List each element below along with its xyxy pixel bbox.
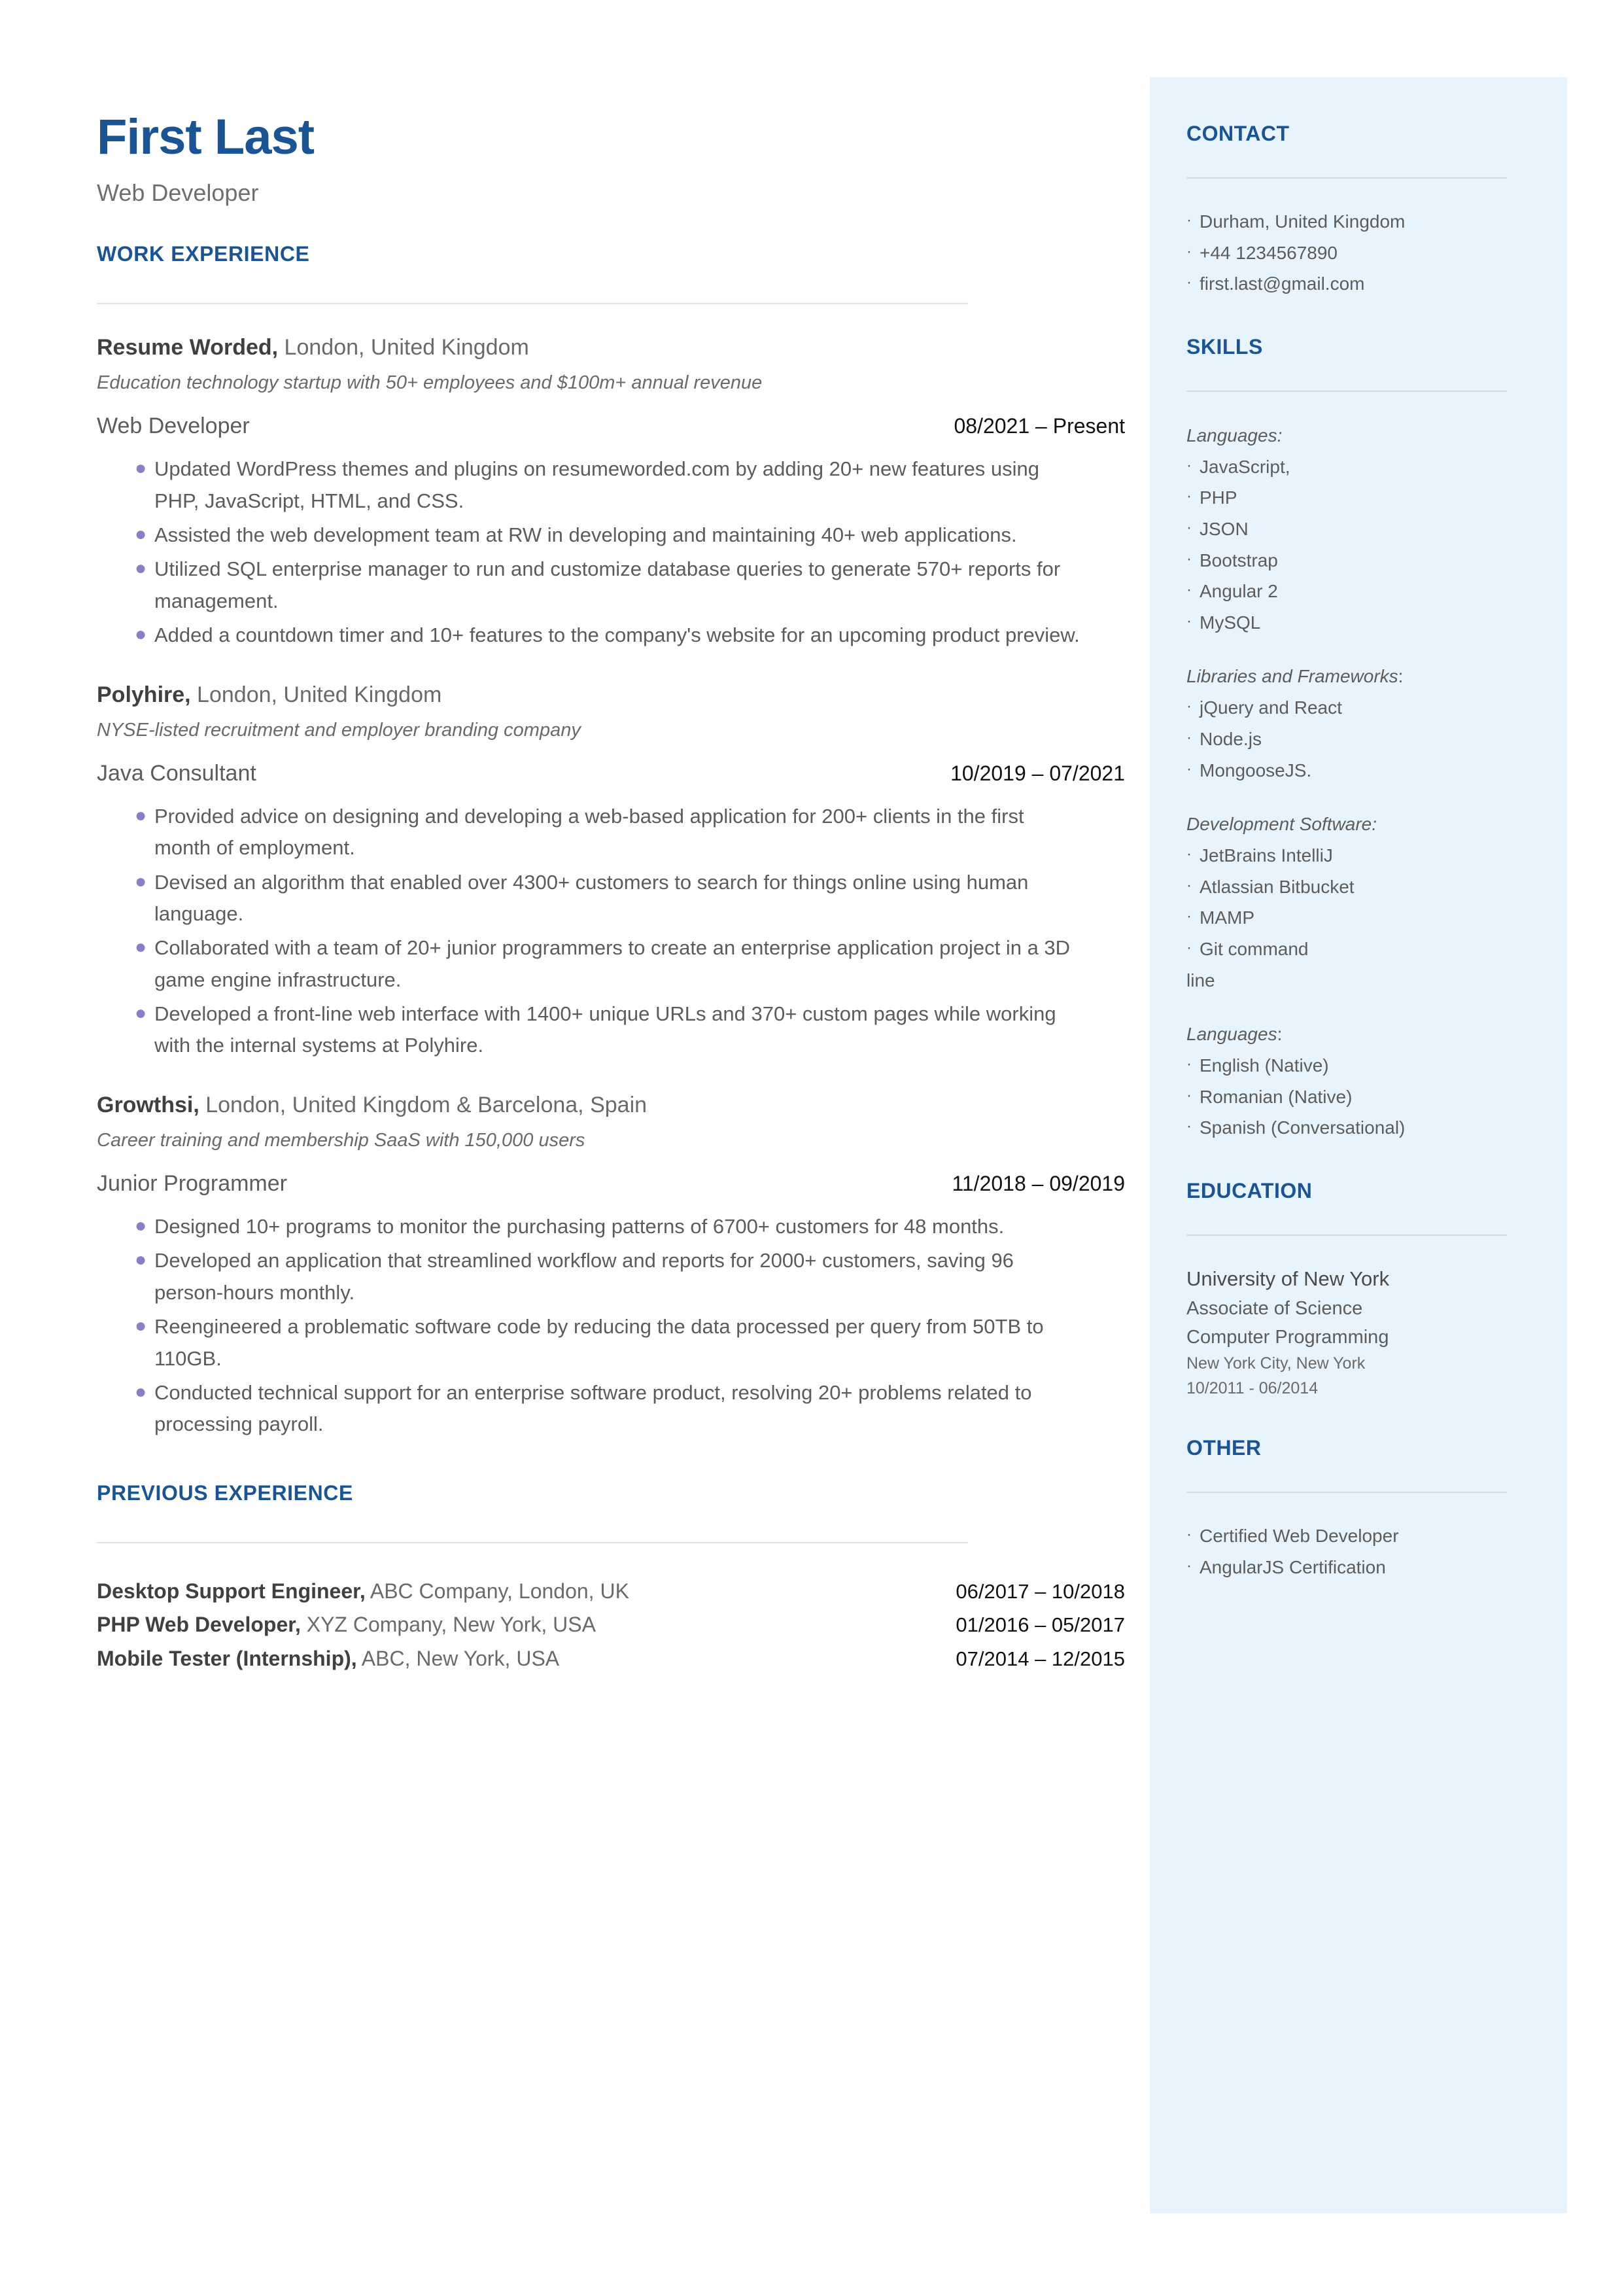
bullet-dot-icon: · [1186, 550, 1192, 568]
bullet-dot-icon: ● [135, 1249, 147, 1271]
skill-item-text: PHP [1200, 487, 1237, 508]
previous-experience-row [97, 1642, 1125, 1676]
bullet-dot-icon: · [1186, 581, 1192, 599]
contact-item-text: Durham, United Kingdom [1200, 211, 1406, 232]
employer-location: London, United Kingdom & Barcelona, Spain [199, 1092, 648, 1117]
skill-item [1186, 840, 1528, 871]
bullet-dot-icon: ● [135, 1215, 147, 1237]
bullet-dot-icon: · [1186, 1117, 1192, 1136]
skill-item-text: Romanian (Native) [1200, 1086, 1353, 1107]
bullet-text: Designed 10+ programs to monitor the purchasing patterns of 6700+ customers for 48 months. [154, 1215, 1005, 1238]
employer-name: Resume Worded, [97, 335, 279, 360]
bullet-dot-icon: · [1186, 211, 1192, 229]
job-bullet [97, 1377, 1130, 1441]
work-experience-entry [97, 1089, 1130, 1441]
job-dates: 11/2018 – 09/2019 [952, 1172, 1125, 1196]
previous-role-line [97, 1575, 629, 1609]
previous-role-line [97, 1608, 596, 1642]
skill-item [1186, 902, 1528, 934]
skill-item [1186, 692, 1528, 724]
bullet-dot-icon: · [1186, 242, 1192, 260]
employer-name: Polyhire, [97, 682, 191, 707]
bullet-dot-icon: · [1186, 697, 1192, 716]
work-experience-entry [97, 332, 1130, 652]
contact-item [1186, 206, 1528, 237]
skill-item-text: JavaScript, [1200, 456, 1290, 477]
employer-description: Career training and membership SaaS with 150,000 users [97, 1130, 585, 1151]
job-bullet-list [97, 1211, 1130, 1441]
bullet-dot-icon: · [1186, 760, 1192, 778]
other-list [1186, 1520, 1528, 1583]
bullet-dot-icon: · [1186, 1556, 1192, 1575]
employer-line [97, 679, 1130, 711]
previous-experience-row [97, 1575, 1125, 1609]
job-title-row [97, 761, 1125, 786]
skill-item-wrap-text: line [1186, 970, 1215, 990]
bullet-text: Devised an algorithm that enabled over 4300+ customers to search for things online using human language. [154, 870, 1029, 925]
skill-item-list [1186, 692, 1528, 786]
education-dates: 10/2011 - 06/2014 [1186, 1378, 1319, 1397]
education-school: University of New York [1186, 1267, 1390, 1290]
bullet-dot-icon: · [1186, 845, 1192, 864]
employer-name: Growthsi, [97, 1092, 199, 1117]
previous-experience-list [97, 1575, 1130, 1676]
bullet-dot-icon: · [1186, 612, 1192, 630]
job-title-row [97, 413, 1125, 439]
bullet-text: Provided advice on designing and developing a web-based application for 200+ clients in the first month of employment. [154, 804, 1024, 860]
skill-group-label: Languages: [1186, 1024, 1283, 1045]
sidebar-divider-other [1186, 1492, 1507, 1493]
skill-item [1186, 755, 1528, 786]
skill-item [1186, 482, 1528, 514]
job-role-subtitle: Web Developer [97, 179, 259, 206]
skill-item [1186, 934, 1528, 965]
skill-item-text: JSON [1200, 518, 1249, 539]
section-divider [97, 303, 968, 304]
bullet-dot-icon: ● [135, 623, 147, 646]
bullet-text: Assisted the web development team at RW in developing and maintaining 40+ web applications. [154, 523, 1017, 547]
job-bullet [97, 1211, 1130, 1242]
skill-item [1186, 545, 1528, 576]
education-degree: Associate of Science [1186, 1297, 1363, 1319]
skill-group-label: Libraries and Frameworks: [1186, 666, 1404, 687]
employer-description: Education technology startup with 50+ employees and $100m+ annual revenue [97, 372, 763, 394]
bullet-dot-icon: ● [135, 523, 147, 546]
bullet-dot-icon: · [1186, 273, 1192, 292]
skill-group-gap [1186, 786, 1528, 808]
bullet-dot-icon: · [1186, 1055, 1192, 1074]
contact-item [1186, 268, 1528, 300]
skill-item-text: JetBrains IntelliJ [1200, 845, 1333, 866]
sidebar [1150, 77, 1567, 2213]
education-entry [1186, 1263, 1528, 1401]
bullet-dot-icon: · [1186, 938, 1192, 956]
page-title: First Last [97, 109, 315, 165]
skill-group-label: Development Software: [1186, 814, 1377, 835]
sidebar-divider-education [1186, 1235, 1507, 1236]
skill-item [1186, 1081, 1528, 1113]
previous-role-dates: 07/2014 – 12/2015 [956, 1647, 1125, 1671]
skill-item-text: Node.js [1200, 728, 1262, 749]
skill-item-text: MySQL [1200, 612, 1261, 633]
bullet-dot-icon: · [1186, 518, 1192, 536]
bullet-dot-icon: · [1186, 487, 1192, 506]
work-experience-list [97, 332, 1130, 1441]
bullet-dot-icon: ● [135, 804, 147, 826]
sidebar-heading-education: EDUCATION [1186, 1178, 1313, 1202]
skill-item-text: Spanish (Conversational) [1200, 1117, 1406, 1138]
bullet-text: Added a countdown timer and 10+ features to the company's website for an upcoming product preview. [154, 623, 1080, 647]
skill-item-text: MongooseJS. [1200, 760, 1312, 780]
contact-item-text: first.last@gmail.com [1200, 273, 1365, 294]
job-bullet [97, 553, 1130, 617]
bullet-dot-icon: ● [135, 1380, 147, 1403]
employer-line [97, 332, 1130, 364]
bullet-dot-icon: · [1186, 876, 1192, 894]
sidebar-heading-contact: CONTACT [1186, 122, 1290, 145]
job-bullet [97, 620, 1130, 651]
job-bullet [97, 453, 1130, 517]
contact-item-text: +44 1234567890 [1200, 242, 1338, 263]
other-item-text: AngularJS Certification [1200, 1556, 1386, 1577]
job-bullet [97, 998, 1130, 1062]
job-bullet [97, 1245, 1130, 1308]
skill-item-text: Git command [1200, 938, 1309, 959]
bullet-dot-icon: · [1186, 456, 1192, 474]
skill-group-label-colon: : [1398, 666, 1404, 687]
bullet-dot-icon: · [1186, 728, 1192, 746]
skill-item-list [1186, 1050, 1528, 1144]
job-dates: 10/2019 – 07/2021 [950, 761, 1125, 785]
job-title: Java Consultant [97, 760, 256, 786]
skill-group-label: Languages: [1186, 425, 1283, 446]
skill-group-gap [1186, 996, 1528, 1018]
bullet-text: Reengineered a problematic software code by reducing the data processed per query from 50TB to 110GB. [154, 1315, 1044, 1370]
bullet-dot-icon: · [1186, 1526, 1192, 1544]
skill-group-gap [1186, 638, 1528, 660]
job-title: Web Developer [97, 413, 250, 439]
job-title: Junior Programmer [97, 1171, 287, 1197]
previous-role-title: Mobile Tester (Internship), [97, 1647, 357, 1671]
sidebar-divider-skills [1186, 391, 1507, 392]
bullet-dot-icon: ● [135, 457, 147, 480]
job-bullet [97, 519, 1130, 551]
job-bullet [97, 867, 1130, 930]
main-column [97, 0, 1130, 1676]
skill-item-text: Bootstrap [1200, 550, 1278, 570]
bullet-dot-icon: · [1186, 907, 1192, 926]
skill-item-text: Angular 2 [1200, 581, 1278, 602]
education-field: Computer Programming [1186, 1327, 1389, 1348]
work-experience-entry [97, 679, 1130, 1062]
job-bullet-list [97, 453, 1130, 651]
skill-item-text: Atlassian Bitbucket [1200, 876, 1355, 897]
skill-item-text: MAMP [1200, 907, 1254, 928]
bullet-text: Utilized SQL enterprise manager to run and customize database queries to generate 570+ reports for management. [154, 557, 1061, 612]
employer-description: NYSE-listed recruitment and employer branding company [97, 719, 581, 741]
skill-item [1186, 1112, 1528, 1144]
contact-list [1186, 206, 1528, 300]
previous-role-title: Desktop Support Engineer, [97, 1579, 366, 1603]
bullet-text: Collaborated with a team of 20+ junior programmers to create an enterprise application project in a 3D game engine infrastructure. [154, 936, 1071, 991]
other-item-text: Certified Web Developer [1200, 1526, 1399, 1547]
previous-experience-row [97, 1608, 1125, 1642]
job-title-row [97, 1171, 1125, 1197]
other-item [1186, 1520, 1528, 1552]
skill-item-text: English (Native) [1200, 1055, 1329, 1076]
skill-item-list [1186, 840, 1528, 964]
previous-role-company: ABC, New York, USA [356, 1647, 560, 1671]
job-bullet [97, 1311, 1130, 1375]
section-divider-previous [97, 1542, 968, 1543]
previous-role-dates: 01/2016 – 05/2017 [956, 1613, 1125, 1637]
skill-group [1186, 1018, 1528, 1144]
sidebar-divider-contact [1186, 177, 1507, 179]
skill-group [1186, 419, 1528, 639]
other-item [1186, 1552, 1528, 1583]
skill-item [1186, 514, 1528, 545]
skills-list [1186, 419, 1528, 1144]
previous-role-company: ABC Company, London, UK [365, 1579, 629, 1603]
skill-group [1186, 660, 1528, 786]
skill-group-label-colon: : [1277, 1024, 1283, 1045]
previous-role-dates: 06/2017 – 10/2018 [956, 1579, 1125, 1603]
employer-line [97, 1089, 1130, 1121]
contact-item [1186, 237, 1528, 269]
skill-group [1186, 808, 1528, 996]
skill-item [1186, 607, 1528, 639]
previous-role-title: PHP Web Developer, [97, 1613, 301, 1637]
bullet-text: Conducted technical support for an enterprise software product, resolving 20+ problems related to processing payroll. [154, 1380, 1032, 1436]
skill-item [1186, 576, 1528, 607]
bullet-dot-icon: · [1186, 1086, 1192, 1104]
job-bullet-list [97, 801, 1130, 1062]
bullet-text: Developed an application that streamlined workflow and reports for 2000+ customers, saving 96 person-hours monthly. [154, 1249, 1014, 1304]
employer-location: London, United Kingdom [190, 682, 442, 707]
section-heading-previous-experience: PREVIOUS EXPERIENCE [97, 1480, 353, 1505]
job-dates: 08/2021 – Present [954, 414, 1125, 438]
bullet-dot-icon: ● [135, 870, 147, 892]
bullet-dot-icon: ● [135, 1002, 147, 1024]
bullet-dot-icon: ● [135, 1315, 147, 1337]
education-location: New York City, New York [1186, 1354, 1366, 1373]
section-heading-work-experience: WORK EXPERIENCE [97, 242, 310, 266]
skill-item-text: jQuery and React [1200, 697, 1342, 718]
skill-item [1186, 724, 1528, 755]
bullet-text: Updated WordPress themes and plugins on resumeworded.com by adding 20+ new features using PHP, JavaScript, HTML, and CSS. [154, 457, 1040, 512]
job-bullet [97, 801, 1130, 864]
job-bullet [97, 932, 1130, 996]
bullet-dot-icon: ● [135, 936, 147, 958]
skill-item [1186, 871, 1528, 903]
skill-item [1186, 451, 1528, 483]
skill-item [1186, 1050, 1528, 1081]
skill-item-list [1186, 451, 1528, 639]
previous-role-line [97, 1642, 559, 1676]
sidebar-heading-other: OTHER [1186, 1436, 1262, 1460]
sidebar-heading-skills: SKILLS [1186, 334, 1263, 359]
bullet-dot-icon: ● [135, 557, 147, 580]
employer-location: London, United Kingdom [278, 335, 529, 360]
bullet-text: Developed a front-line web interface with 1400+ unique URLs and 370+ custom pages while working with the internal systems at Polyhire. [154, 1002, 1056, 1057]
previous-role-company: XYZ Company, New York, USA [300, 1613, 596, 1637]
